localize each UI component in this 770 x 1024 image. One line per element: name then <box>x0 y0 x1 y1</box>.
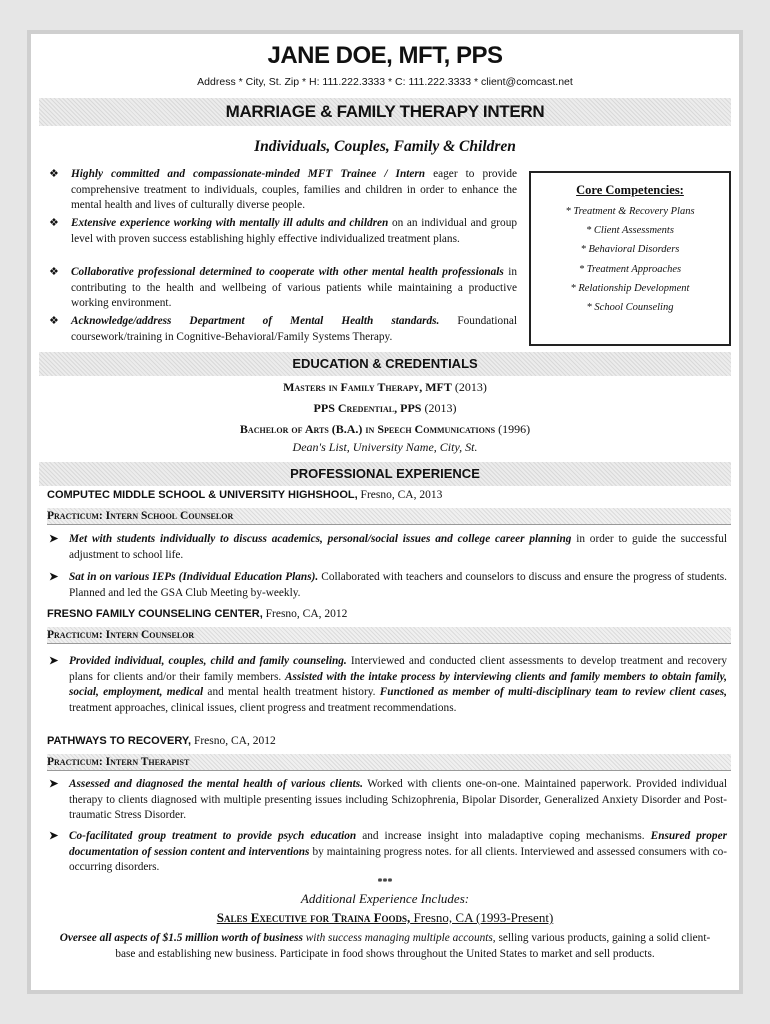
tagline: Individuals, Couples, Family & Children <box>254 138 516 155</box>
summary-item: ❖ Collaborative professional determined to cooperate with other mental health professionals in contributing to the health and wellbeing of various patients while maintaining a productive working environment. <box>49 266 517 309</box>
separator: *** <box>377 877 393 888</box>
degree-pps: PPS Credential, PPS (2013) <box>313 401 457 415</box>
degree-masters: Masters in Family Therapy, MFT (2013) <box>283 380 487 394</box>
additional-experience-label: Additional Experience Includes: <box>300 891 470 906</box>
summary-item: ❖ Extensive experience working with mentally ill adults and children on an individual and group level with proven success establishing highly effective individualized treatment plans. <box>49 217 517 245</box>
headline: MARRIAGE & FAMILY THERAPY INTERN <box>225 102 545 121</box>
contact-line: Address * City, St. Zip * H: 111.222.3333 * C: 111.222.3333 * client@comcast.net <box>197 76 573 88</box>
arrow-bullet-icon: ➤ <box>49 655 59 667</box>
honors: Dean's List, University Name, City, St. <box>292 440 478 454</box>
summary-item: ❖ Highly committed and compassionate-minded MFT Trainee / Intern eager to provide comprehensive treatment to individuals, couples, families and children in order to enhance the mental health and lives of culturally diverse people. <box>49 168 517 211</box>
job-bullet: ➤ Met with students individually to discuss academics, personal/social issues and college career planning in order to guide the successful adjustment to school life. <box>49 533 727 561</box>
core-competencies-title: Core Competencies: <box>576 183 684 197</box>
competency-item: * Treatment & Recovery Plans <box>565 206 695 217</box>
job-bullet: ➤ Co-facilitated group treatment to provide psych education and increase insight into maladaptive coping mechanisms. Ensured proper documentation of session content and interventions by maintaining progress notes. for all clients. Interviewed and assessed consumers with co-occurring disorders. <box>49 830 727 873</box>
arrow-bullet-icon: ➤ <box>49 778 59 790</box>
arrow-bullet-icon: ➤ <box>49 571 59 583</box>
employer-computec: COMPUTEC MIDDLE SCHOOL & UNIVERSITY HIGHSHOOL, Fresno, CA, 2013 <box>47 489 443 501</box>
job-bullet: ➤ Provided individual, couples, child and family counseling. Interviewed and conducted client assessments to develop treatment and recovery plans for clients and/or their family members. Assisted with the intake process by interviewing clients and family members to obtain family, social, employment, medical and mental health treatment history. Functioned as member of multi-disciplinary team to review client cases, treatment approaches, clinical issues, client progress and treatment recommendations. <box>49 655 728 714</box>
competency-item: * Client Assessments <box>586 225 674 237</box>
experience-heading: PROFESSIONAL EXPERIENCE <box>290 466 480 481</box>
employer-fresno-family: FRESNO FAMILY COUNSELING CENTER, Fresno, CA, 2012 <box>47 608 348 620</box>
diamond-bullet-icon: ❖ <box>49 168 59 180</box>
competency-item: * Treatment Approaches <box>578 263 682 275</box>
sales-executive-title: Sales Executive for Traina Foods, Fresno, CA (1993-Present) <box>216 910 554 925</box>
resume-page <box>27 30 743 994</box>
competency-item: * Relationship Development <box>570 282 690 294</box>
candidate-name: JANE DOE, MFT, PPS <box>267 42 503 69</box>
sales-summary: Oversee all aspects of $1.5 million worth of business with success managing multiple accounts, selling various products, gaining a solid client-base and establishing new business. Participate in food shows throughout the United States to market and sell products. <box>59 932 711 960</box>
diamond-bullet-icon: ❖ <box>49 266 59 278</box>
summary-item: ❖ Acknowledge/address Department of Mental Health standards. Foundational coursework/training in Cognitive-Behavioral/Family Systems Therapy. <box>49 315 517 343</box>
employer-pathways: PATHWAYS TO RECOVERY, Fresno, CA, 2012 <box>47 735 276 747</box>
role-school-counselor: Practicum: Intern School Counselor <box>47 508 731 525</box>
arrow-bullet-icon: ➤ <box>49 533 59 545</box>
diamond-bullet-icon: ❖ <box>49 217 59 229</box>
competency-item: * School Counseling <box>586 301 674 313</box>
competency-item: * Behavioral Disorders <box>580 244 680 256</box>
job-bullet: ➤ Assessed and diagnosed the mental health of various clients. Worked with clients one-on-one. Maintained paperwork. Provided individual therapy to clients diagnosed with multiple presenting issues including Schizophrenia, Bipolar Disorder, Generalized Anxiety Disorder and Post-traumatic Stress Disorder. <box>49 778 727 821</box>
arrow-bullet-icon: ➤ <box>49 830 59 842</box>
role-intern-counselor: Practicum: Intern Counselor <box>47 627 731 644</box>
diamond-bullet-icon: ❖ <box>49 315 59 327</box>
core-competencies-box <box>529 171 731 346</box>
role-intern-therapist: Practicum: Intern Therapist <box>47 754 731 771</box>
job-bullet: ➤ Sat in on various IEPs (Individual Education Plans). Collaborated with teachers and counselors to discuss and ensure the progress of students. Planned and led the GSA Club Meeting by-weekly. <box>49 571 727 599</box>
education-heading: EDUCATION & CREDENTIALS <box>292 356 478 371</box>
degree-bachelor: Bachelor of Arts (B.A.) in Speech Communications (1996) <box>239 422 531 436</box>
